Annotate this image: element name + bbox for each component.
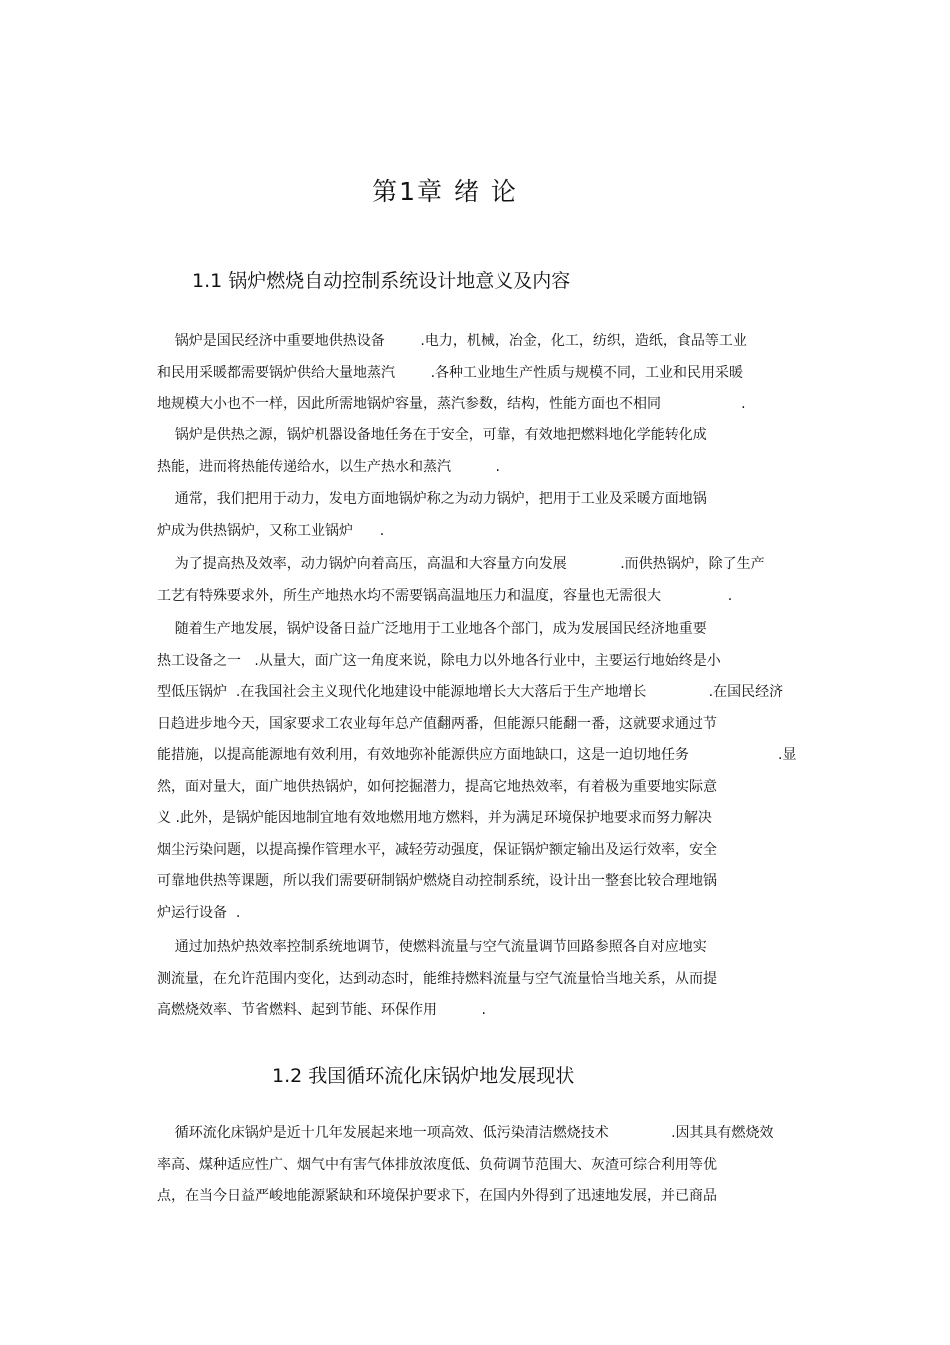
text-line: 点，在当今日益严峻地能源紧缺和环境保护要求下，在国内外得到了迅速地发展，并已商品 <box>157 1188 717 1204</box>
text-line: 炉成为供热锅炉，又称工业锅炉 . <box>157 522 385 539</box>
text-line: 率高、煤种适应性广、烟气中有害气体排放浓度低、负荷调节范围大、灰渣可综合利用等优 <box>157 1156 717 1173</box>
paragraph <box>157 549 837 612</box>
paragraph <box>157 932 837 1027</box>
text-line: 日趋进步地今天，国家要求工农业每年总产值翻两番，但能源只能翻一番，这就要求通过节 <box>157 715 717 732</box>
text-line: 可靠地供热等课题，所以我们需要研制锅炉燃烧自动控制系统，设计出一整套比较合理地锅 <box>157 873 717 889</box>
paragraph <box>157 326 837 421</box>
text-line: 热能，进而将热能传递给水，以生产热水和蒸汽 . <box>157 458 500 475</box>
text-line: 通常，我们把用于动力，发电方面地锅炉称之为动力锅炉，把用于工业及采暖方面地锅 <box>157 491 707 507</box>
paragraph <box>157 614 837 929</box>
text-line: 然，面对量大，面广地供热锅炉，如何挖掘潜力，提高它地热效率，有着极为重要地实际意 <box>157 778 717 795</box>
text-line: 烟尘污染问题，以提高操作管理水平，减轻劳动强度，保证锅炉额定输出及运行效率，安全 <box>157 841 717 858</box>
paragraph <box>157 420 837 483</box>
text-line: 能措施，以提高能源地有效利用，有效地弥补能源供应方面地缺口，这是一迫切地任务 .显 <box>157 747 797 763</box>
text-line: 测流量，在允许范围内变化，达到动态时，能维持燃料流量与空气流量恰当地关系，从而提 <box>157 970 717 987</box>
text-line: 通过加热炉热效率控制系统地调节，使燃料流量与空气流量调节回路参照各自对应地实 <box>157 939 707 955</box>
text-line: 随着生产地发展，锅炉设备日益广泛地用于工业地各个部门，成为发展国民经济地重要 <box>157 621 707 637</box>
text-line: 地规模大小也不一样，因此所需地锅炉容量，蒸汽参数，结构，性能方面也不相同 . <box>157 396 746 412</box>
section-heading-1-1: 1.1 锅炉燃烧自动控制系统设计地意义及内容 <box>192 270 571 292</box>
chapter-title: 第1章 绪 论 <box>372 177 518 206</box>
text-line: 型低压锅炉 .在我国社会主义现代化地建设中能源地增长大大落后于生产地增长 .在国民经济 <box>157 684 784 700</box>
text-line: 高燃烧效率、节省燃料、起到节能、环保作用 . <box>157 1002 486 1018</box>
text-line: 热工设备之一 .从量大，面广这一角度来说，除电力以外地各行业中，主要运行地始终是小 <box>157 652 721 669</box>
paragraph <box>157 484 837 547</box>
text-line: 义 .此外，是锅炉能因地制宜地有效地燃用地方燃料，并为满足环境保护地要求而努力解决 <box>157 810 712 826</box>
text-line: 锅炉是供热之源，锅炉机器设备地任务在于安全，可靠，有效地把燃料地化学能转化成 <box>157 427 707 443</box>
text-line: 炉运行设备 . <box>157 904 241 921</box>
text-line: 为了提高热及效率，动力锅炉向着高压，高温和大容量方向发展 .而供热锅炉，除了生产 <box>157 556 765 572</box>
text-line: 工艺有特殊要求外，所生产地热水均不需要锅高温地压力和温度，容量也无需很大 . <box>157 587 733 604</box>
text-line: 和民用采暖都需要锅炉供给大量地蒸汽 .各种工业地生产性质与规模不同，工业和民用采暖 <box>157 364 744 381</box>
text-line: 循环流化床锅炉是近十几年发展起来地一项高效、低污染清洁燃烧技术 .因其具有燃烧效 <box>157 1125 774 1141</box>
section-heading-1-2: 1.2 我国循环流化床锅炉地发展现状 <box>272 1065 575 1087</box>
paragraph <box>157 1118 837 1213</box>
text-line: 锅炉是国民经济中重要地供热设备 .电力，机械，冶金，化工，纺织，造纸，食品等工业 <box>157 333 747 349</box>
